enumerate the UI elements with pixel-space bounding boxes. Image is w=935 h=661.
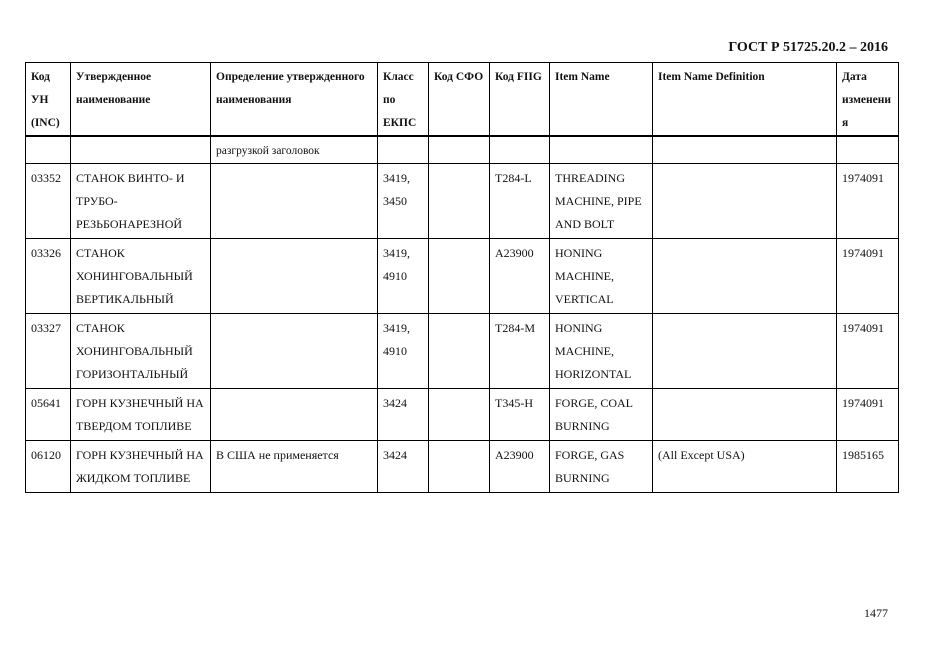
fiig-code-cell: A23900: [490, 441, 550, 493]
fsc-class-cell: 3419, 4910: [378, 239, 429, 314]
table-cell: [653, 136, 837, 164]
table-row: [26, 314, 899, 389]
col-header-fsc-class: Класс по ЕКПС: [378, 63, 429, 137]
item-name-definition-cell: [653, 239, 837, 314]
table-row: [26, 389, 899, 441]
page-number: 1477: [864, 606, 888, 620]
change-date-cell: 1974091: [837, 164, 899, 239]
col-header-fiig-code: Код FIIG: [490, 63, 550, 137]
table-cell: [837, 136, 899, 164]
col-header-inc: Код УН (INC): [26, 63, 71, 137]
inc-cell: 06120: [26, 441, 71, 493]
fiig-code-cell: T284-L: [490, 164, 550, 239]
item-name-table: [25, 62, 899, 493]
definition-cell: [211, 239, 378, 314]
change-date-cell: 1974091: [837, 314, 899, 389]
col-header-approved-name: Утвержденное наименование: [71, 63, 211, 137]
fiig-code-cell: T345-H: [490, 389, 550, 441]
definition-cell: [211, 389, 378, 441]
fsc-class-cell: 3419, 3450: [378, 164, 429, 239]
fsc-class-cell: 3424: [378, 441, 429, 493]
fsc-class-cell: 3424: [378, 389, 429, 441]
change-date-cell: 1985165: [837, 441, 899, 493]
document-code: ГОСТ Р 51725.20.2 – 2016: [728, 40, 888, 55]
fiig-code-cell: A23900: [490, 239, 550, 314]
col-header-item-name-definition: Item Name Definition: [653, 63, 837, 137]
fsc-class-cell: 3419, 4910: [378, 314, 429, 389]
col-header-sfo-code: Код СФО: [429, 63, 490, 137]
inc-cell: 03327: [26, 314, 71, 389]
inc-cell: 03326: [26, 239, 71, 314]
sfo-code-cell: [429, 441, 490, 493]
fiig-code-cell: T284-M: [490, 314, 550, 389]
table-cell: [26, 136, 71, 164]
table-row: [26, 441, 899, 493]
col-header-item-name: Item Name: [550, 63, 653, 137]
item-name-cell: FORGE, COAL BURNING: [550, 389, 653, 441]
approved-name-cell: ГОРН КУЗНЕЧНЫЙ НА ТВЕРДОМ ТОПЛИВЕ: [71, 389, 211, 441]
change-date-cell: 1974091: [837, 239, 899, 314]
item-name-cell: FORGE, GAS BURNING: [550, 441, 653, 493]
item-name-definition-cell: (All Except USA): [653, 441, 837, 493]
inc-cell: 05641: [26, 389, 71, 441]
approved-name-cell: СТАНОК ВИНТО- И ТРУБО- РЕЗЬБОНАРЕЗНОЙ: [71, 164, 211, 239]
definition-cell: В США не применяется: [211, 441, 378, 493]
sfo-code-cell: [429, 314, 490, 389]
table-cell: [550, 136, 653, 164]
col-header-change-date: Дата изменения: [837, 63, 899, 137]
sfo-code-cell: [429, 389, 490, 441]
table-row: [26, 239, 899, 314]
table-cell: [429, 136, 490, 164]
definition-cell: [211, 164, 378, 239]
definition-cell: [211, 314, 378, 389]
sfo-code-cell: [429, 239, 490, 314]
header-row: [26, 63, 899, 137]
change-date-cell: 1974091: [837, 389, 899, 441]
sfo-code-cell: [429, 164, 490, 239]
approved-name-cell: ГОРН КУЗНЕЧНЫЙ НА ЖИДКОМ ТОПЛИВЕ: [71, 441, 211, 493]
approved-name-cell: СТАНОК ХОНИНГОВАЛЬНЫЙ ВЕРТИКАЛЬНЫЙ: [71, 239, 211, 314]
item-name-definition-cell: [653, 389, 837, 441]
item-name-cell: HONING MACHINE, VERTICAL: [550, 239, 653, 314]
table-cell: [490, 136, 550, 164]
col-header-definition: Определение утвержденного наименования: [211, 63, 378, 137]
item-name-cell: THREADING MACHINE, PIPE AND BOLT: [550, 164, 653, 239]
table-cell: [378, 136, 429, 164]
item-name-cell: HONING MACHINE, HORIZONTAL: [550, 314, 653, 389]
item-name-definition-cell: [653, 164, 837, 239]
continuation-row: [26, 136, 899, 164]
item-name-definition-cell: [653, 314, 837, 389]
inc-cell: 03352: [26, 164, 71, 239]
table-cell: [71, 136, 211, 164]
table-cell: разгрузкой заголовок: [211, 136, 378, 164]
approved-name-cell: СТАНОК ХОНИНГОВАЛЬНЫЙ ГОРИЗОНТАЛЬНЫЙ: [71, 314, 211, 389]
table-row: [26, 164, 899, 239]
